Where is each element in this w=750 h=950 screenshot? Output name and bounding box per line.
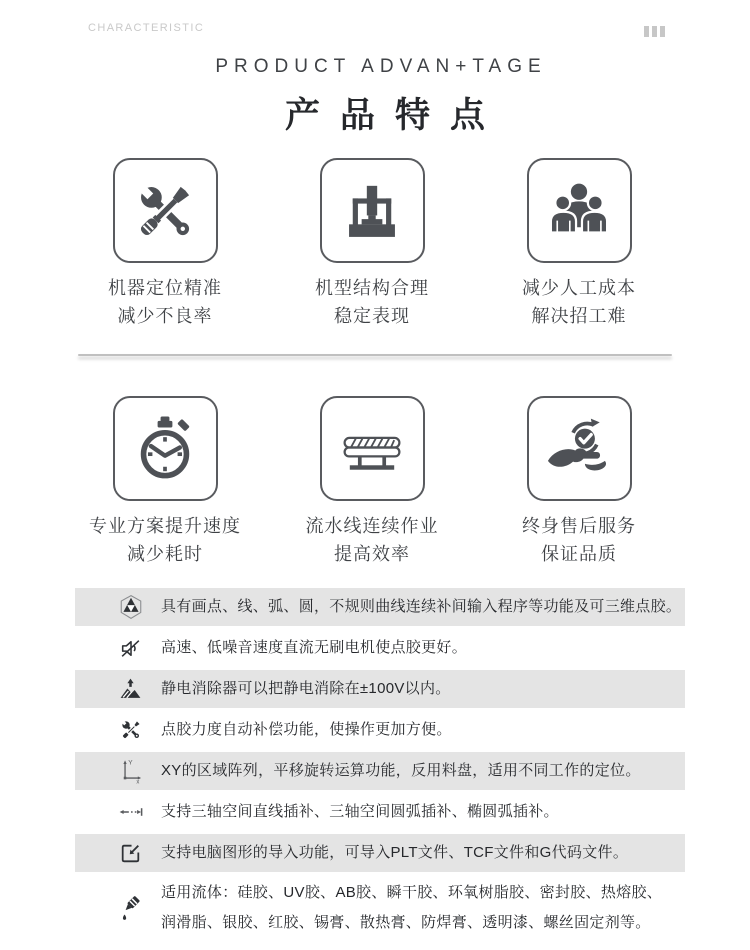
section-divider bbox=[78, 354, 672, 356]
title-en: PRODUCT ADVAN+TAGE bbox=[215, 56, 547, 77]
list-item bbox=[75, 670, 685, 708]
feature-card bbox=[476, 158, 682, 330]
list-item bbox=[75, 793, 685, 831]
feature-card bbox=[269, 158, 475, 330]
feature-line1: 流水线连续作业 bbox=[305, 516, 439, 536]
axis-label-y: Y bbox=[127, 759, 133, 767]
tools-icon bbox=[128, 174, 202, 248]
list-item bbox=[75, 588, 685, 626]
list-item-text-line1: 适用流体：硅胶、UV胶、AB胶、瞬干胶、环氧树脂胶、密封胶、热熔胶、 bbox=[161, 884, 663, 901]
feature-icon-box bbox=[113, 158, 218, 263]
people-icon bbox=[542, 174, 616, 248]
after-sales-icon bbox=[542, 412, 616, 486]
feature-line2: 减少不良率 bbox=[117, 306, 213, 326]
list-item-text: 点胶力度自动补偿功能，使操作更加方便。 bbox=[161, 721, 452, 738]
eyebrow-label: CHARACTERISTIC bbox=[88, 22, 205, 34]
list-item-text: 静电消除器可以把静电消除在±100V以内。 bbox=[161, 680, 451, 697]
feature-list bbox=[75, 588, 685, 944]
list-item-text-line2: 润滑脂、银胶、红胶、锡膏、散热膏、防焊膏、透明漆、螺丝固定剂等。 bbox=[161, 914, 651, 931]
feature-icon-box bbox=[320, 396, 425, 501]
feature-icon-box bbox=[320, 158, 425, 263]
import-icon bbox=[117, 841, 144, 866]
feature-line2: 减少耗时 bbox=[127, 544, 203, 564]
tools-small-icon bbox=[117, 717, 144, 743]
feature-line1: 减少人工成本 bbox=[522, 278, 636, 298]
list-item bbox=[75, 752, 685, 790]
feature-line1: 终身售后服务 bbox=[522, 516, 636, 536]
static-eliminator-icon bbox=[117, 677, 144, 702]
interpolation-icon bbox=[117, 799, 144, 825]
feature-icon-box bbox=[113, 396, 218, 501]
feature-line1: 机器定位精准 bbox=[108, 278, 222, 298]
press-machine-icon bbox=[335, 174, 409, 248]
list-item bbox=[75, 875, 685, 941]
list-item bbox=[75, 834, 685, 872]
glue-icon bbox=[117, 894, 144, 922]
axis-label-x: x bbox=[135, 779, 139, 784]
list-item-text: 支持三轴空间直线插补、三轴空间圆弧插补、椭圆弧插补。 bbox=[161, 803, 559, 820]
feature-line2: 稳定表现 bbox=[334, 306, 410, 326]
feature-grid-row-2 bbox=[62, 396, 682, 568]
feature-line2: 解决招工难 bbox=[531, 306, 627, 326]
feature-line1: 机型结构合理 bbox=[315, 278, 429, 298]
list-item-text: 高速、低噪音速度直流无刷电机使点胶更好。 bbox=[161, 639, 468, 656]
list-item-text: XY的区域阵列，平移旋转运算功能，反用料盘，适用不同工作的定位。 bbox=[161, 762, 641, 779]
feature-icon-box bbox=[527, 396, 632, 501]
list-item bbox=[75, 629, 685, 667]
prism-icon bbox=[117, 594, 144, 620]
feature-line1: 专业方案提升速度 bbox=[89, 516, 241, 536]
list-item-text: 支持电脑图形的导入功能，可导入PLT文件、TCF文件和G代码文件。 bbox=[161, 844, 629, 861]
feature-icon-box bbox=[527, 158, 632, 263]
feature-card bbox=[62, 396, 268, 568]
feature-line2: 保证品质 bbox=[541, 544, 617, 564]
stopwatch-icon bbox=[128, 412, 202, 486]
feature-grid-row-1 bbox=[62, 158, 682, 330]
feature-card bbox=[476, 396, 682, 568]
feature-card bbox=[269, 396, 475, 568]
list-item bbox=[75, 711, 685, 749]
feature-line2: 提高效率 bbox=[334, 544, 410, 564]
menu-bars-icon bbox=[644, 26, 665, 37]
conveyor-icon bbox=[335, 412, 409, 486]
page-title: 产品特点 bbox=[284, 96, 505, 135]
xy-axis-icon bbox=[117, 758, 144, 784]
list-item-text: 具有画点、线、弧、圆，不规则曲线连续补间输入程序等功能及可三维点胶。 bbox=[161, 598, 682, 615]
low-noise-icon bbox=[117, 636, 144, 661]
feature-card bbox=[62, 158, 268, 330]
